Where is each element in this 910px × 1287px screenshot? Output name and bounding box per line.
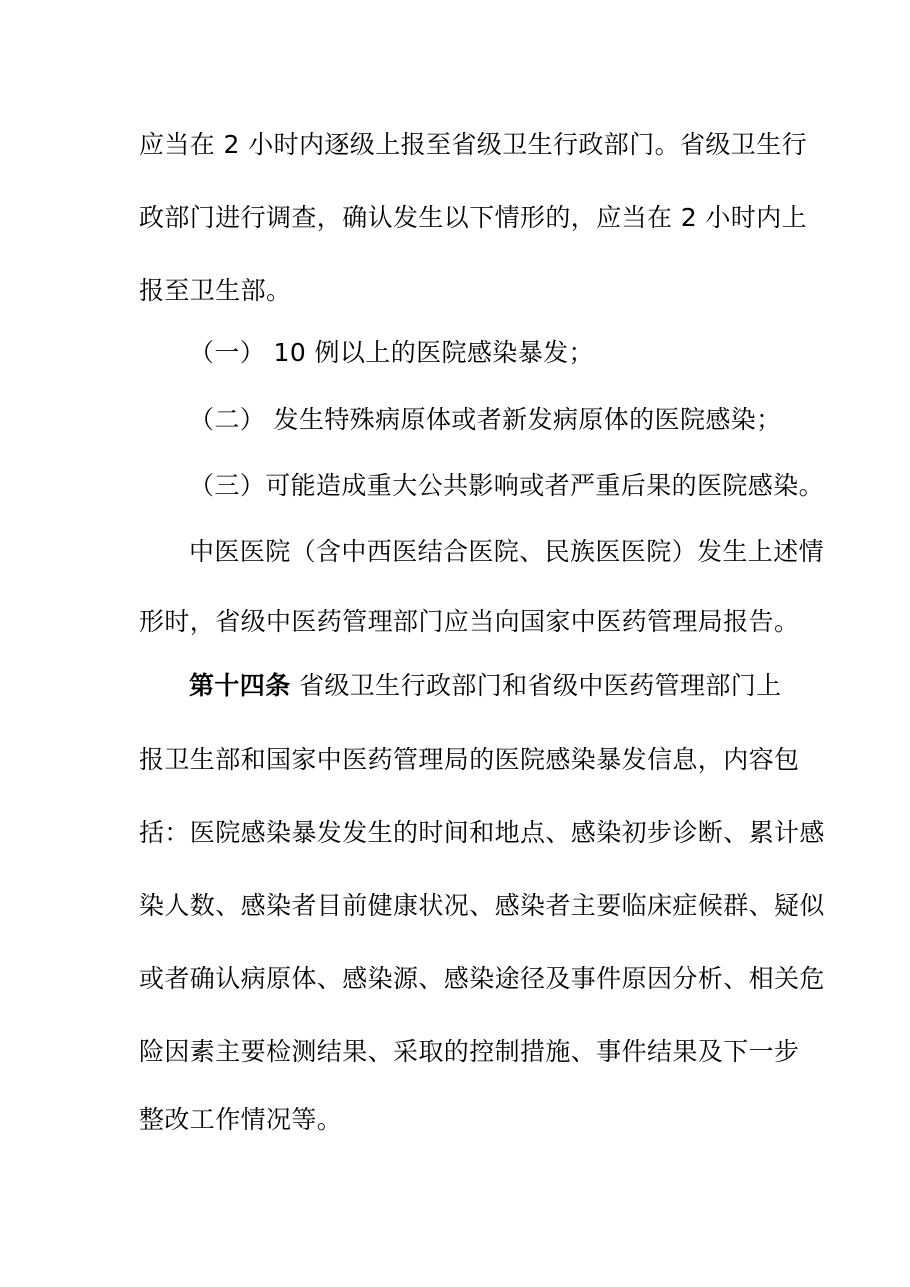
paragraph-line: 报卫生部和国家中医药管理局的医院感染暴发信息，内容包 [139, 745, 800, 774]
paragraph-line: 险因素主要检测结果、采取的控制措施、事件结果及下一步 [139, 1037, 800, 1066]
paragraph-line: 应当在 2 小时内逐级上报至省级卫生行政部门。省级卫生行 [139, 130, 808, 159]
article-text: 省级卫生行政部门和省级中医药管理部门上 [298, 671, 782, 700]
paragraph-line: 或者确认病原体、感染源、感染途径及事件原因分析、相关危 [139, 964, 825, 993]
list-item-2: （二） 发生特殊病原体或者新发病原体的医院感染； [189, 405, 782, 434]
paragraph-line: 染人数、感染者目前健康状况、感染者主要临床症候群、疑似 [139, 891, 825, 920]
list-item-3: （三）可能造成重大公共影响或者严重后果的医院感染。 [189, 471, 825, 500]
list-item-1: （一） 10 例以上的医院感染暴发； [189, 338, 594, 367]
paragraph-line: 报至卫生部。 [139, 276, 292, 305]
paragraph-line: 整改工作情况等。 [139, 1105, 343, 1134]
paragraph-line: 中医医院（含中西医结合医院、民族医医院）发生上述情 [189, 537, 825, 566]
paragraph-line: 形时，省级中医药管理部门应当向国家中医药管理局报告。 [139, 607, 800, 636]
paragraph-line: 括：医院感染暴发发生的时间和地点、感染初步诊断、累计感 [139, 818, 825, 847]
article-14-first-line [189, 671, 829, 701]
article-heading: 第十四条 [189, 671, 291, 700]
paragraph-line: 政部门进行调查，确认发生以下情形的，应当在 2 小时内上 [139, 203, 808, 232]
